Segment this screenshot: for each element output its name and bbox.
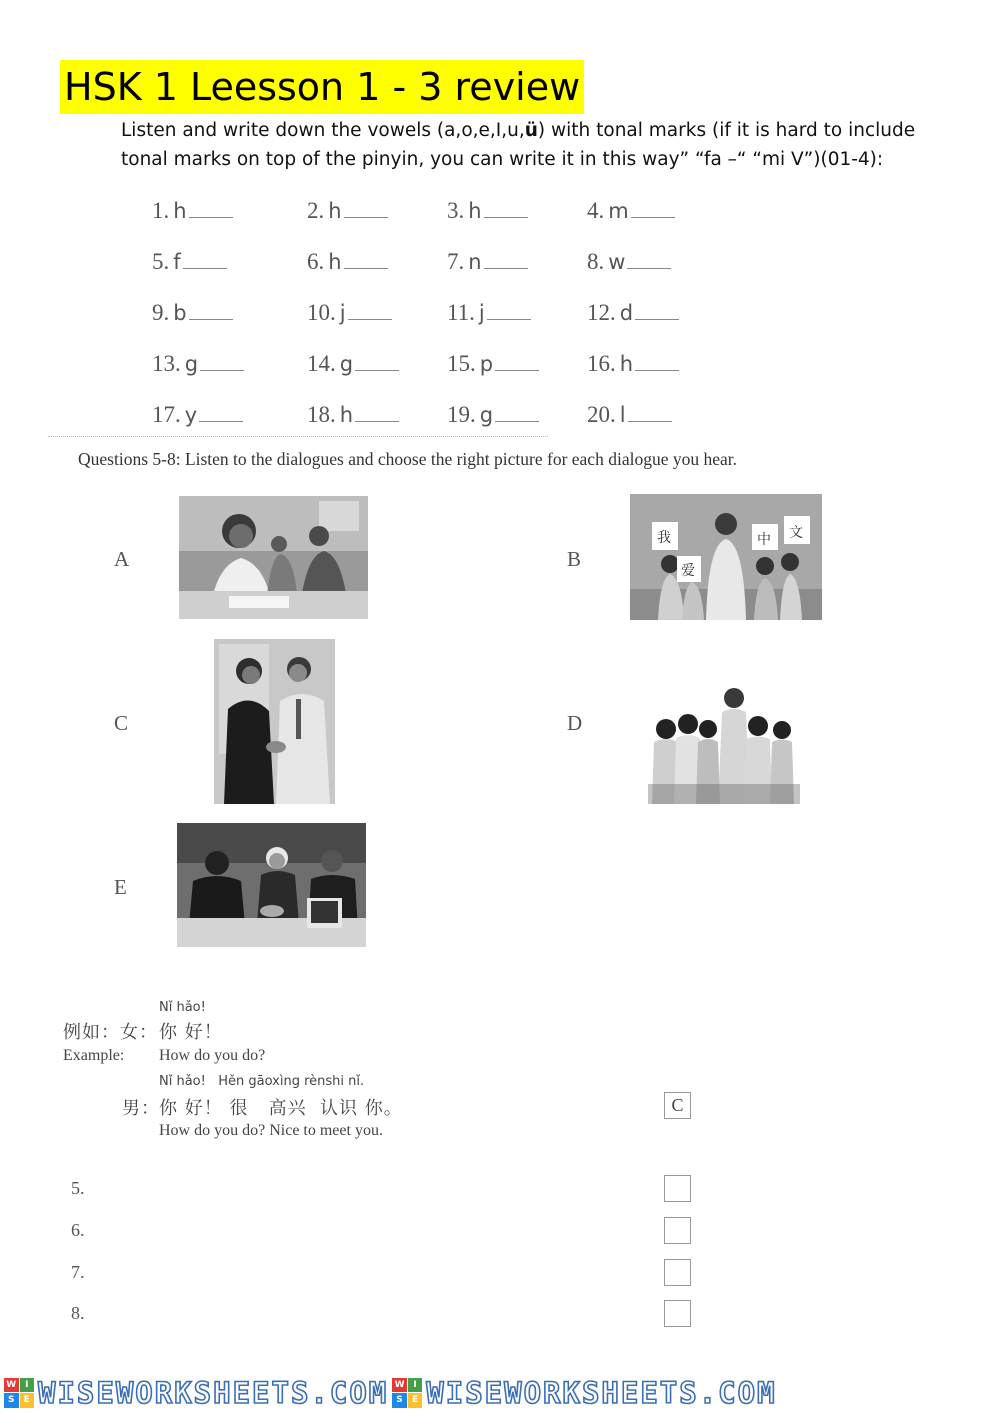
pinyin-blank-initial: d xyxy=(619,301,634,325)
pinyin-blank-initial: g xyxy=(339,352,354,376)
pinyin-blank-item xyxy=(587,300,679,326)
picture-e-business-meeting-photo[interactable] xyxy=(177,823,366,947)
pinyin-blank-item xyxy=(447,300,531,326)
brand-logo-1 xyxy=(4,1376,388,1410)
pinyin-blank-input[interactable] xyxy=(495,403,539,422)
picture-c-letter: C xyxy=(114,711,129,735)
pinyin-blank-initial: g xyxy=(184,352,199,376)
pinyin-blank-initial: f xyxy=(173,250,181,274)
example-answer-box: C xyxy=(664,1092,691,1119)
pinyin-blank-input[interactable] xyxy=(484,199,528,218)
pinyin-blank-item xyxy=(447,402,539,428)
pinyin-blank-number: 4. xyxy=(587,198,605,223)
pinyin-blank-initial: h xyxy=(173,199,187,223)
pinyin-blank-item xyxy=(447,249,528,275)
picture-d-children-photo[interactable] xyxy=(648,684,800,804)
answer-row-number: 6. xyxy=(71,1220,85,1240)
pinyin-blank-input[interactable] xyxy=(355,352,399,371)
picture-c-handshake-photo[interactable] xyxy=(214,639,335,804)
example-label: Example: xyxy=(63,1047,125,1064)
pinyin-blank-number: 11. xyxy=(447,300,475,325)
picture-b-chinese-signs-photo[interactable] xyxy=(630,494,822,620)
pinyin-blank-initial: p xyxy=(479,352,494,376)
example-female-speaker: 例如：女： xyxy=(63,1022,158,1043)
pinyin-blank-initial: j xyxy=(339,301,346,325)
pinyin-blank-input[interactable] xyxy=(495,352,539,371)
pinyin-blank-item xyxy=(152,300,233,326)
pinyin-blank-item xyxy=(152,351,244,377)
pinyin-blank-item xyxy=(152,198,233,224)
pinyin-blank-number: 2. xyxy=(307,198,325,223)
pinyin-blank-number: 18. xyxy=(307,402,336,427)
pinyin-blank-initial: j xyxy=(478,301,485,325)
pinyin-blank-initial: g xyxy=(479,403,494,427)
pinyin-blank-input[interactable] xyxy=(199,403,243,422)
instructions-line1-post: ) with tonal marks (if it is hard to include xyxy=(537,120,916,141)
page-title: HSK 1 Leesson 1 - 3 review xyxy=(60,60,584,114)
answer-row-number: 5. xyxy=(71,1178,85,1198)
pinyin-blank-initial: h xyxy=(328,250,342,274)
pinyin-blank-item xyxy=(587,249,671,275)
example-male-english: How do you do? Nice to meet you. xyxy=(159,1122,383,1139)
pinyin-blank-input[interactable] xyxy=(344,250,388,269)
logo-letter: W xyxy=(4,1378,19,1393)
example-male-pinyin: Nǐ hǎo! Hěn gāoxìng rènshi nǐ. xyxy=(159,1074,365,1089)
pinyin-blank-number: 8. xyxy=(587,249,605,274)
brand-text-1: WISEWORKSHEETS.COM xyxy=(38,1375,389,1410)
answer-box[interactable] xyxy=(664,1175,691,1202)
pinyin-blank-item xyxy=(447,198,528,224)
pinyin-blank-number: 17. xyxy=(152,402,181,427)
pinyin-blank-number: 5. xyxy=(152,249,170,274)
pinyin-blank-number: 10. xyxy=(307,300,336,325)
pinyin-blank-item xyxy=(152,249,227,275)
answer-box[interactable] xyxy=(664,1300,691,1327)
pinyin-blank-number: 7. xyxy=(447,249,465,274)
pinyin-blank-input[interactable] xyxy=(484,250,528,269)
pinyin-blank-number: 3. xyxy=(447,198,465,223)
pinyin-blank-number: 14. xyxy=(307,351,336,376)
pinyin-blank-input[interactable] xyxy=(627,250,671,269)
pinyin-blank-initial: y xyxy=(184,403,198,427)
picture-b-letter: B xyxy=(567,547,582,571)
pinyin-blank-initial: h xyxy=(339,403,354,427)
pinyin-blank-item xyxy=(587,351,679,377)
sign-wen: 文 xyxy=(789,525,803,541)
pinyin-blank-item xyxy=(307,249,388,275)
pinyin-blank-input[interactable] xyxy=(344,199,388,218)
logo-grid-icon xyxy=(4,1378,34,1408)
pinyin-blank-input[interactable] xyxy=(635,301,679,320)
pinyin-blank-initial: m xyxy=(608,199,629,223)
instructions-line1-pre: Listen and write down the vowels (a,o,e,I,u, xyxy=(121,120,525,141)
example-female-english: How do you do? xyxy=(159,1047,266,1064)
pinyin-blank-number: 15. xyxy=(447,351,476,376)
pinyin-blank-input[interactable] xyxy=(200,352,244,371)
pinyin-blank-initial: h xyxy=(328,199,342,223)
cropped-text-remnant xyxy=(48,436,548,441)
pinyin-blank-number: 1. xyxy=(152,198,170,223)
pinyin-blank-item xyxy=(447,351,539,377)
sign-zhong: 中 xyxy=(757,532,771,548)
pinyin-blank-number: 6. xyxy=(307,249,325,274)
pinyin-blank-input[interactable] xyxy=(631,199,675,218)
pinyin-blank-item xyxy=(587,402,672,428)
pinyin-blank-number: 16. xyxy=(587,351,616,376)
questions-header: Questions 5-8: Listen to the dialogues and choose the right picture for each dialogue you hear. xyxy=(78,449,737,469)
pinyin-blank-input[interactable] xyxy=(348,301,392,320)
instructions xyxy=(121,116,961,174)
answer-box[interactable] xyxy=(664,1259,691,1286)
picture-d-letter: D xyxy=(567,711,583,735)
example-male-hanzi: 你 好！ 很 高兴 认识 你。 xyxy=(159,1098,403,1119)
logo-letter: E xyxy=(408,1393,423,1408)
sign-wo: 我 xyxy=(657,530,671,546)
brand-text-2: WISEWORKSHEETS.COM xyxy=(426,1375,777,1410)
brand-logo-2 xyxy=(392,1376,776,1410)
footer-watermark xyxy=(0,1372,1000,1413)
pinyin-blank-number: 9. xyxy=(152,300,170,325)
pinyin-blank-initial: b xyxy=(173,301,187,325)
picture-a-letter: A xyxy=(114,547,130,571)
pinyin-blank-input[interactable] xyxy=(189,199,233,218)
pinyin-blank-number: 12. xyxy=(587,300,616,325)
pinyin-blank-initial: h xyxy=(619,352,634,376)
pinyin-blank-item xyxy=(307,300,392,326)
logo-letter: S xyxy=(392,1393,407,1408)
pinyin-blank-item xyxy=(152,402,243,428)
pinyin-blank-input[interactable] xyxy=(355,403,399,422)
logo-letter: W xyxy=(392,1378,407,1393)
pinyin-blank-item xyxy=(307,198,388,224)
example-female-pinyin: Nǐ hǎo! xyxy=(159,1000,206,1015)
pinyin-blank-initial: l xyxy=(619,403,626,427)
pinyin-blank-input[interactable] xyxy=(183,250,227,269)
pinyin-blank-initial: w xyxy=(608,250,626,274)
example-male-speaker: 男： xyxy=(122,1098,160,1119)
logo-letter: I xyxy=(20,1378,35,1393)
pinyin-blank-input[interactable] xyxy=(487,301,531,320)
answer-box[interactable] xyxy=(664,1217,691,1244)
pinyin-blank-item xyxy=(307,402,399,428)
pinyin-blank-item xyxy=(307,351,399,377)
pinyin-blank-number: 19. xyxy=(447,402,476,427)
answer-row-number: 8. xyxy=(71,1303,85,1323)
pinyin-blank-initial: n xyxy=(468,250,482,274)
pinyin-blank-number: 20. xyxy=(587,402,616,427)
picture-e-letter: E xyxy=(114,875,127,899)
instructions-line1-bold: ü xyxy=(524,120,538,141)
pinyin-blank-input[interactable] xyxy=(635,352,679,371)
instructions-line2: tonal marks on top of the pinyin, you can write it in this way” “fa –“ “mi V”)(01-4): xyxy=(121,149,884,170)
answer-row-number: 7. xyxy=(71,1262,85,1282)
sign-ai: 爱 xyxy=(681,563,695,579)
pinyin-blank-initial: h xyxy=(468,199,482,223)
pinyin-blank-item xyxy=(587,198,675,224)
pinyin-blank-input[interactable] xyxy=(628,403,672,422)
pinyin-blank-input[interactable] xyxy=(189,301,233,320)
logo-grid-icon xyxy=(392,1378,422,1408)
logo-letter: I xyxy=(408,1378,423,1393)
picture-a-classroom-photo[interactable] xyxy=(179,496,368,619)
example-female-hanzi: 你 好！ xyxy=(159,1022,223,1043)
pinyin-blank-number: 13. xyxy=(152,351,181,376)
logo-letter: S xyxy=(4,1393,19,1408)
logo-letter: E xyxy=(20,1393,35,1408)
